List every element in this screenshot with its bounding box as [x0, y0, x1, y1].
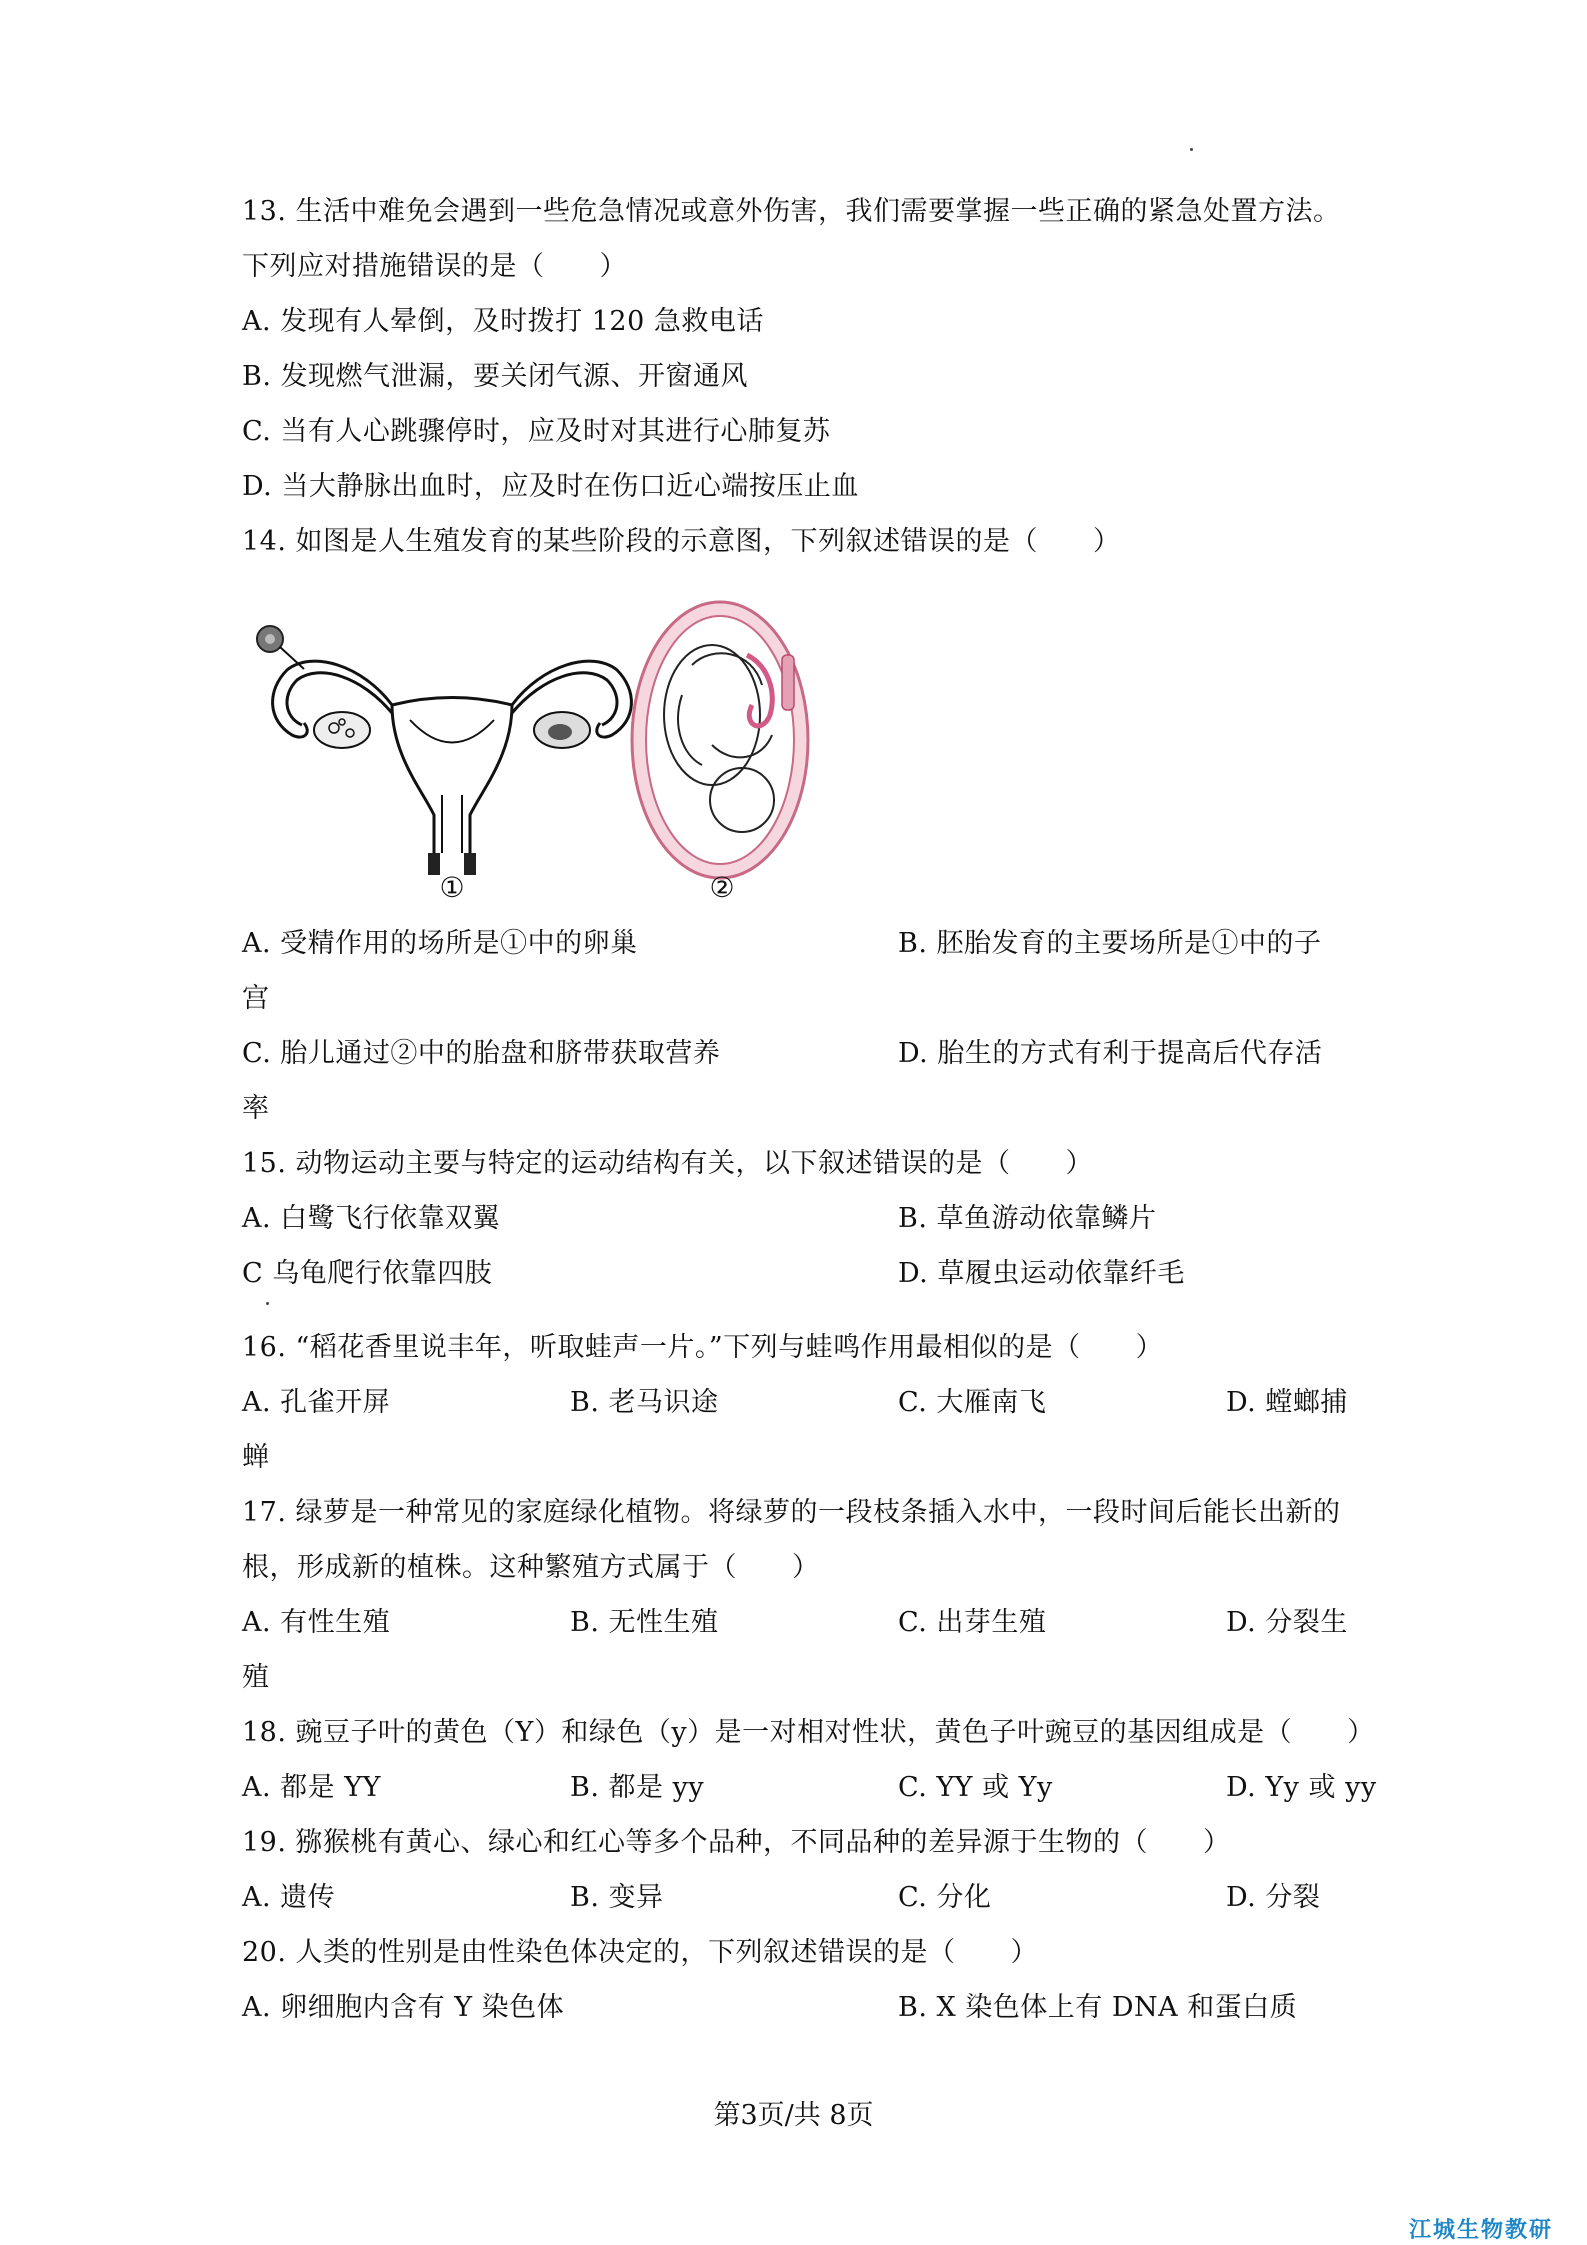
q19-option-a: A. 遗传 [242, 1882, 336, 1913]
q13-option-c: C. 当有人心跳骤停时，应及时对其进行心肺复苏 [242, 416, 831, 447]
q14-option-b-wrap: 宫 [242, 983, 270, 1014]
q17-option-b: B. 无性生殖 [570, 1607, 719, 1638]
q16-option-a: A. 孔雀开屏 [242, 1387, 391, 1418]
q20-stem: 20. 人类的性别是由性染色体决定的，下列叙述错误的是（ ） [242, 1937, 1039, 1968]
q13-stem-line1: 13. 生活中难免会遇到一些危急情况或意外伤害，我们需要掌握一些正确的紧急处置方法。 [242, 196, 1341, 227]
q13-option-b: B. 发现燃气泄漏，要关闭气源、开窗通风 [242, 361, 749, 392]
q17-option-a: A. 有性生殖 [242, 1607, 391, 1638]
q15-option-a: A. 白鹭飞行依靠双翼 [242, 1203, 501, 1234]
q19-option-d: D. 分裂 [1226, 1882, 1321, 1913]
q17-option-d-wrap: 殖 [242, 1662, 270, 1693]
q17-stem-line1: 17. 绿萝是一种常见的家庭绿化植物。将绿萝的一段枝条插入水中，一段时间后能长出新的 [242, 1497, 1341, 1528]
q17-option-d: D. 分裂生 [1226, 1607, 1348, 1638]
page-number-footer: 第3页/共 8页 [713, 2100, 874, 2131]
figure-label-2: ② [709, 871, 735, 904]
q18-stem: 18. 豌豆子叶的黄色（Y）和绿色（y）是一对相对性状，黄色子叶豌豆的基因组成是（ ） [242, 1717, 1375, 1748]
q20-option-b: B. X 染色体上有 DNA 和蛋白质 [898, 1992, 1298, 2023]
q18-option-b: B. 都是 yy [570, 1772, 705, 1803]
q14-option-a: A. 受精作用的场所是①中的卵巢 [242, 928, 638, 959]
q15-option-c: C 乌龟爬行依靠四肢 [242, 1258, 493, 1289]
q18-option-c: C. YY 或 Yy [898, 1772, 1053, 1803]
q14-option-c: C. 胎儿通过②中的胎盘和脐带获取营养 [242, 1038, 721, 1069]
q19-stem: 19. 猕猴桃有黄心、绿心和红心等多个品种，不同品种的差异源于生物的（ ） [242, 1827, 1231, 1858]
female-reproductive-system-drawing [257, 626, 631, 875]
watermark-logo-text: 江城生物教研 [1408, 2218, 1553, 2243]
q16-option-b: B. 老马识途 [570, 1387, 719, 1418]
q13-stem-line2: 下列应对措施错误的是（ ） [242, 251, 627, 282]
q15-stem: 15. 动物运动主要与特定的运动结构有关，以下叙述错误的是（ ） [242, 1148, 1094, 1179]
q19-option-b: B. 变异 [570, 1882, 664, 1913]
q16-option-c: C. 大雁南飞 [898, 1387, 1047, 1418]
q16-option-d: D. 螳螂捕 [1226, 1387, 1348, 1418]
q16-option-d-wrap: 蝉 [242, 1442, 270, 1473]
q14-option-d: D. 胎生的方式有利于提高后代存活 [898, 1038, 1323, 1069]
reproduction-diagram [242, 595, 842, 905]
q19-option-c: C. 分化 [898, 1882, 992, 1913]
stray-dot-top [1190, 148, 1193, 151]
q15-option-d: D. 草履虫运动依靠纤毛 [898, 1258, 1185, 1289]
q14-stem: 14. 如图是人生殖发育的某些阶段的示意图，下列叙述错误的是（ ） [242, 526, 1121, 557]
q18-option-d: D. Yy 或 yy [1226, 1772, 1377, 1803]
q17-option-c: C. 出芽生殖 [898, 1607, 1047, 1638]
fetus-in-uterus-drawing [632, 602, 808, 878]
q15-option-b: B. 草鱼游动依靠鳞片 [898, 1203, 1157, 1234]
q17-stem-line2: 根，形成新的植株。这种繁殖方式属于（ ） [242, 1552, 820, 1583]
reproduction-figure [242, 595, 842, 905]
q16-stem: 16. “稻花香里说丰年，听取蛙声一片。”下列与蛙鸣作用最相似的是（ ） [242, 1332, 1164, 1363]
q20-option-a: A. 卵细胞内含有 Y 染色体 [242, 1992, 565, 2023]
figure-label-1: ① [439, 871, 465, 904]
q14-option-d-wrap: 率 [242, 1093, 270, 1124]
q13-option-d: D. 当大静脉出血时，应及时在伤口近心端按压止血 [242, 471, 859, 502]
q18-option-a: A. 都是 YY [242, 1772, 381, 1803]
q14-option-b: B. 胚胎发育的主要场所是①中的子 [898, 928, 1322, 959]
stray-dot-q15 [266, 1302, 269, 1305]
q13-option-a: A. 发现有人晕倒，及时拨打 120 急救电话 [242, 306, 764, 337]
